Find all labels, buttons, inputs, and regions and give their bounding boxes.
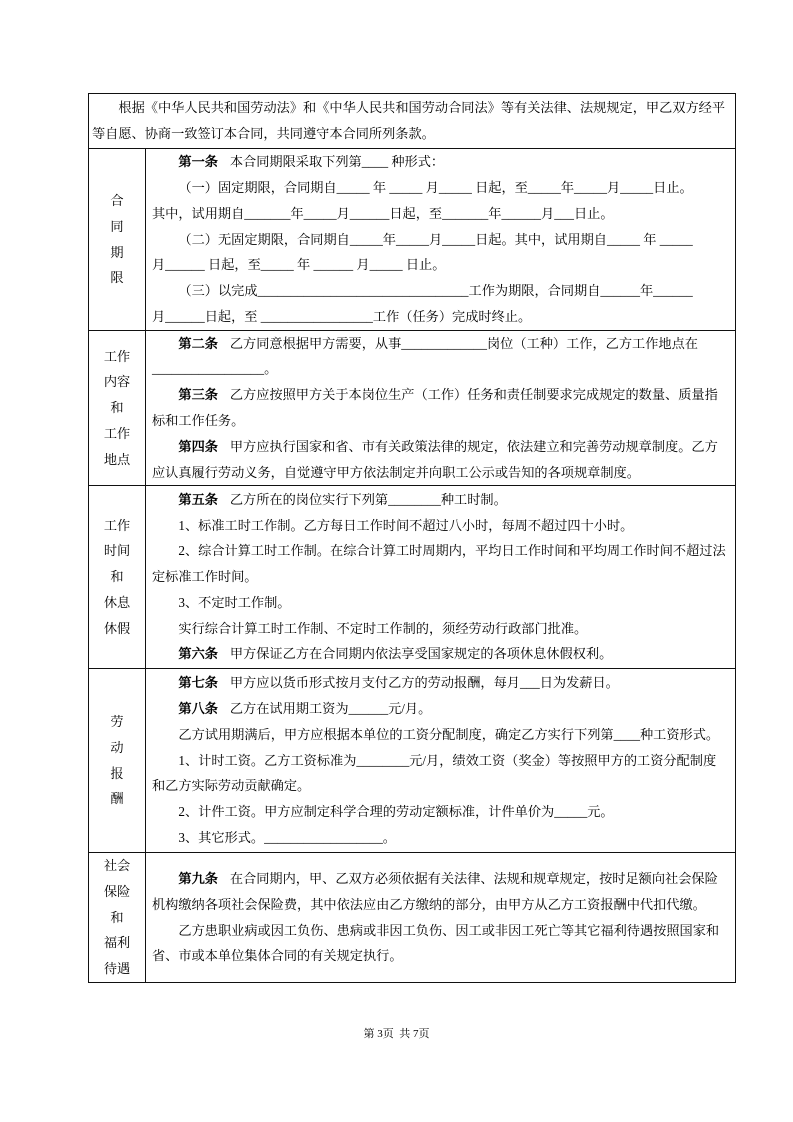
clause-line: [152, 696, 732, 722]
section-label-text: 酬: [110, 791, 124, 807]
clause-paragraph: [152, 748, 732, 800]
clause-line: 乙方患职业病或因工负伤、患病或非因工负伤、因工或非因工死亡等其它福利待遇按照国家和: [178, 922, 720, 938]
section-label-text: 和: [110, 400, 124, 416]
section-label: [89, 149, 146, 330]
section-body: [146, 669, 735, 852]
article-number: 第八条: [178, 701, 218, 716]
section-label-text: 工作: [103, 517, 131, 533]
clause-paragraph: [152, 331, 732, 383]
section-label-text: 休假: [103, 620, 131, 636]
clause-line: 其中，试用期自_______年_____月______日起，至_______年______月___日止。: [152, 205, 614, 221]
clause-line: 乙方试用期满后，甲方应根据本单位的工资分配制度，确定乙方实行下列第____种工资形式。: [178, 726, 720, 742]
section-label-text: 期: [110, 244, 124, 260]
clause-paragraph: [152, 487, 732, 513]
section-label: [89, 669, 146, 852]
clause-paragraph: [152, 538, 732, 590]
clause-text: 乙方同意根据甲方需要，从事_____________岗位（工种）工作，乙方工作地点在: [229, 335, 698, 351]
clause-paragraph: [152, 149, 732, 175]
clause-paragraph: [152, 382, 732, 434]
clause-line: 2、综合计算工时工作制。在综合计算工时周期内，平均日工作时间和平均周工作时间不超过法: [178, 543, 726, 559]
section-label-text: 动: [110, 739, 124, 755]
section-working-hours-rest: [89, 486, 735, 669]
clause-line: [152, 434, 732, 460]
clause-text: 乙方所在的岗位实行下列第________种工时制。: [229, 491, 507, 507]
clause-line: [152, 641, 732, 667]
clause-line: 月______日起，至 _________________工作（任务）完成时终止。: [152, 308, 532, 324]
section-body: [146, 149, 735, 330]
section-label: [89, 853, 146, 982]
clause-line: _________________。: [152, 361, 278, 377]
section-label-text: 福利: [103, 935, 131, 951]
intro-cell: [89, 94, 735, 148]
clause-line: 定标准工作时间。: [152, 569, 258, 585]
article-number: 第六条: [178, 646, 218, 662]
clause-paragraph: [152, 722, 732, 748]
clause-paragraph: [152, 175, 732, 227]
clause-line: 标和工作任务。: [152, 413, 245, 428]
section-label-text: 和: [110, 909, 124, 925]
section-label-text: 劳: [110, 713, 124, 729]
section-body: [146, 486, 735, 668]
clause-paragraph: [152, 696, 732, 722]
clause-line: 3、不定时工作制。: [178, 594, 291, 610]
section-remuneration: [89, 669, 735, 853]
clause-line: 3、其它形式。__________________。: [178, 829, 396, 845]
clause-line: 和乙方实际劳动贡献确定。: [152, 778, 311, 794]
contract-table: [88, 93, 736, 983]
section-label-text: 地点: [103, 451, 131, 467]
section-label-text: 和: [110, 569, 124, 585]
article-number: 第五条: [178, 491, 218, 507]
clause-line: [152, 866, 732, 892]
section-label-text: 工作: [103, 348, 131, 364]
clause-text: 乙方在试用期工资为______元/月。: [229, 701, 432, 716]
section-body: [146, 331, 735, 485]
section-label-text: 合: [110, 192, 124, 208]
section-label-text: 报: [110, 765, 124, 781]
clause-line: 月______ 日起，至_____ 年 ______ 月_____ 日止。: [152, 257, 446, 273]
section-label-text: 限: [110, 270, 124, 286]
article-number: 第七条: [178, 675, 218, 691]
section-social-insurance-welfare: [89, 853, 735, 982]
clause-paragraph: [152, 513, 732, 539]
clause-text: 本合同期限采取下列第____ 种形式：: [229, 154, 445, 170]
clause-line: [152, 149, 732, 175]
section-label-text: 工作: [103, 425, 131, 441]
section-label-text: 内容: [103, 374, 131, 390]
article-number: 第二条: [178, 335, 218, 351]
clause-paragraph: [152, 641, 732, 667]
clause-line: （二）无固定期限，合同期自_____年_____月_____日起。其中，试用期自_____ 年 _____: [178, 231, 693, 247]
clause-text: 乙方应按照甲方关于本岗位生产（工作）任务和责任制要求完成规定的数量、质量指: [229, 387, 718, 403]
clause-line: [152, 670, 732, 696]
clause-paragraph: [152, 670, 732, 696]
clause-paragraph: [152, 278, 732, 330]
article-number: 第九条: [178, 870, 218, 886]
clause-text: 甲方保证乙方在合同期内依法享受国家规定的各项休息休假权利。: [229, 646, 613, 662]
intro-line: 根据《中华人民共和国劳动法》和《中华人民共和国劳动合同法》等有关法律、法规规定，甲乙双方经平: [118, 100, 726, 116]
clause-text: 在合同期内，甲、乙双方必须依据有关法律、法规和规章规定，按时足额向社会保险: [229, 870, 718, 886]
section-label-text: 社会: [103, 858, 131, 873]
clause-paragraph: [152, 616, 732, 642]
clause-text: 甲方应执行国家和省、市有关政策法律的规定，依法建立和完善劳动规章制度。乙方: [229, 438, 718, 454]
section-body: [146, 853, 735, 982]
section-contract-term: [89, 149, 735, 331]
clause-line: 省、市或本单位集体合同的有关规定执行。: [152, 948, 403, 964]
clause-line: 机构缴纳各项社会保险费，其中依法应由乙方缴纳的部分，由甲方从乙方工资报酬中代扣代缴。: [152, 896, 706, 912]
clause-text: 甲方应以货币形式按月支付乙方的劳动报酬，每月___日为发薪日。: [229, 675, 619, 691]
clause-line: [152, 331, 732, 357]
clause-paragraph: [152, 227, 732, 279]
intro-line: 等自愿、协商一致签订本合同，共同遵守本合同所列条款。: [92, 126, 435, 141]
clause-line: 实行综合计算工时工作制、不定时工作制的，须经劳动行政部门批准。: [178, 620, 588, 636]
section-work-content-location: [89, 331, 735, 486]
clause-line: 1、计时工资。乙方工资标准为________元/月，绩效工资（奖金）等按照甲方的工资分配制度: [178, 752, 717, 768]
page-number-footer: 第 3页 共 7页: [363, 1028, 430, 1040]
clause-paragraph: [152, 434, 732, 486]
section-label: [89, 486, 146, 668]
article-number: 第三条: [178, 387, 218, 403]
clause-line: 1、标准工时工作制。乙方每日工作时间不超过八小时，每周不超过四十小时。: [178, 517, 634, 533]
clause-line: （三）以完成________________________________工作为期限，合同期自______年______: [178, 283, 693, 299]
clause-line: [152, 382, 732, 408]
section-label-text: 时间: [103, 543, 131, 559]
intro-paragraph: [92, 95, 732, 147]
clause-line: 2、计件工资。甲方应制定科学合理的劳动定额标准，计件单价为_____元。: [178, 804, 614, 820]
clause-paragraph: [152, 590, 732, 616]
article-number: 第一条: [178, 154, 218, 170]
clause-paragraph: [152, 866, 732, 918]
clause-paragraph: [152, 825, 732, 851]
clause-paragraph: [152, 918, 732, 970]
clause-line: 应认真履行劳动义务，自觉遵守甲方依法制定并向职工公示或告知的各项规章制度。: [152, 464, 640, 480]
section-label-text: 同: [110, 218, 124, 234]
clause-line: [152, 487, 732, 513]
clause-paragraph: [152, 799, 732, 825]
section-label-text: 保险: [103, 883, 131, 899]
section-label-text: 休息: [103, 594, 131, 610]
article-number: 第四条: [178, 438, 218, 454]
clause-line: （一）固定期限，合同期自_____ 年 _____ 月_____ 日起，至_____年_____月_____日止。: [178, 180, 693, 195]
section-label-text: 待遇: [103, 961, 131, 977]
section-label: [89, 331, 146, 485]
intro-row: [89, 94, 735, 149]
